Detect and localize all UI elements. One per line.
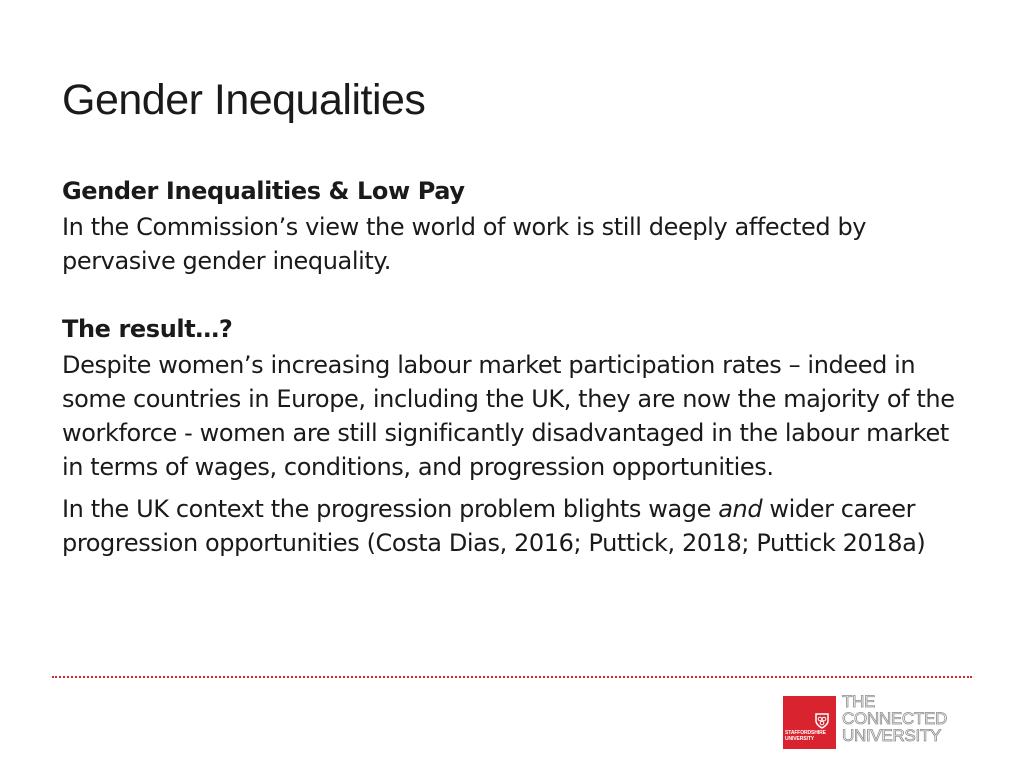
logo-wordmark xyxy=(785,730,835,742)
logo-text-line: UNIVERSITY xyxy=(785,736,815,742)
slide-title: Gender Inequalities xyxy=(62,76,426,124)
logo-text-line: STAFFORDSHIRE xyxy=(785,730,826,736)
tagline-line: CONNECTED xyxy=(842,709,947,728)
body-paragraph: Despite women’s increasing labour market participation rates – indeed in some countries in Europe, including the UK, they are now the majority of the workforce - women are still significantly disadvantaged in the labour market in terms of wages, conditions, and progression opportunities. xyxy=(62,351,955,481)
section-heading-result: The result…? xyxy=(62,315,233,343)
body-paragraph-uk-context xyxy=(62,492,962,560)
text-run: wider career progression opportunities (Costa Dias, 2016; Puttick, 2018; Puttick 2018a) xyxy=(62,495,926,557)
connected-university-tagline xyxy=(842,693,982,744)
tagline-line: UNIVERSITY xyxy=(842,726,942,745)
footer-divider xyxy=(52,676,972,678)
text-run: In the UK context the progression problem blights wage xyxy=(62,495,719,523)
crest-icon xyxy=(815,713,829,729)
body-paragraph: In the Commission’s view the world of work is still deeply affected by pervasive gender inequality. xyxy=(62,213,867,275)
emphasis-text: and xyxy=(718,495,763,523)
staffordshire-logo xyxy=(783,696,836,749)
section-heading-low-pay: Gender Inequalities & Low Pay xyxy=(62,177,465,205)
tagline-line: THE xyxy=(842,692,876,711)
slide-content xyxy=(62,174,962,560)
